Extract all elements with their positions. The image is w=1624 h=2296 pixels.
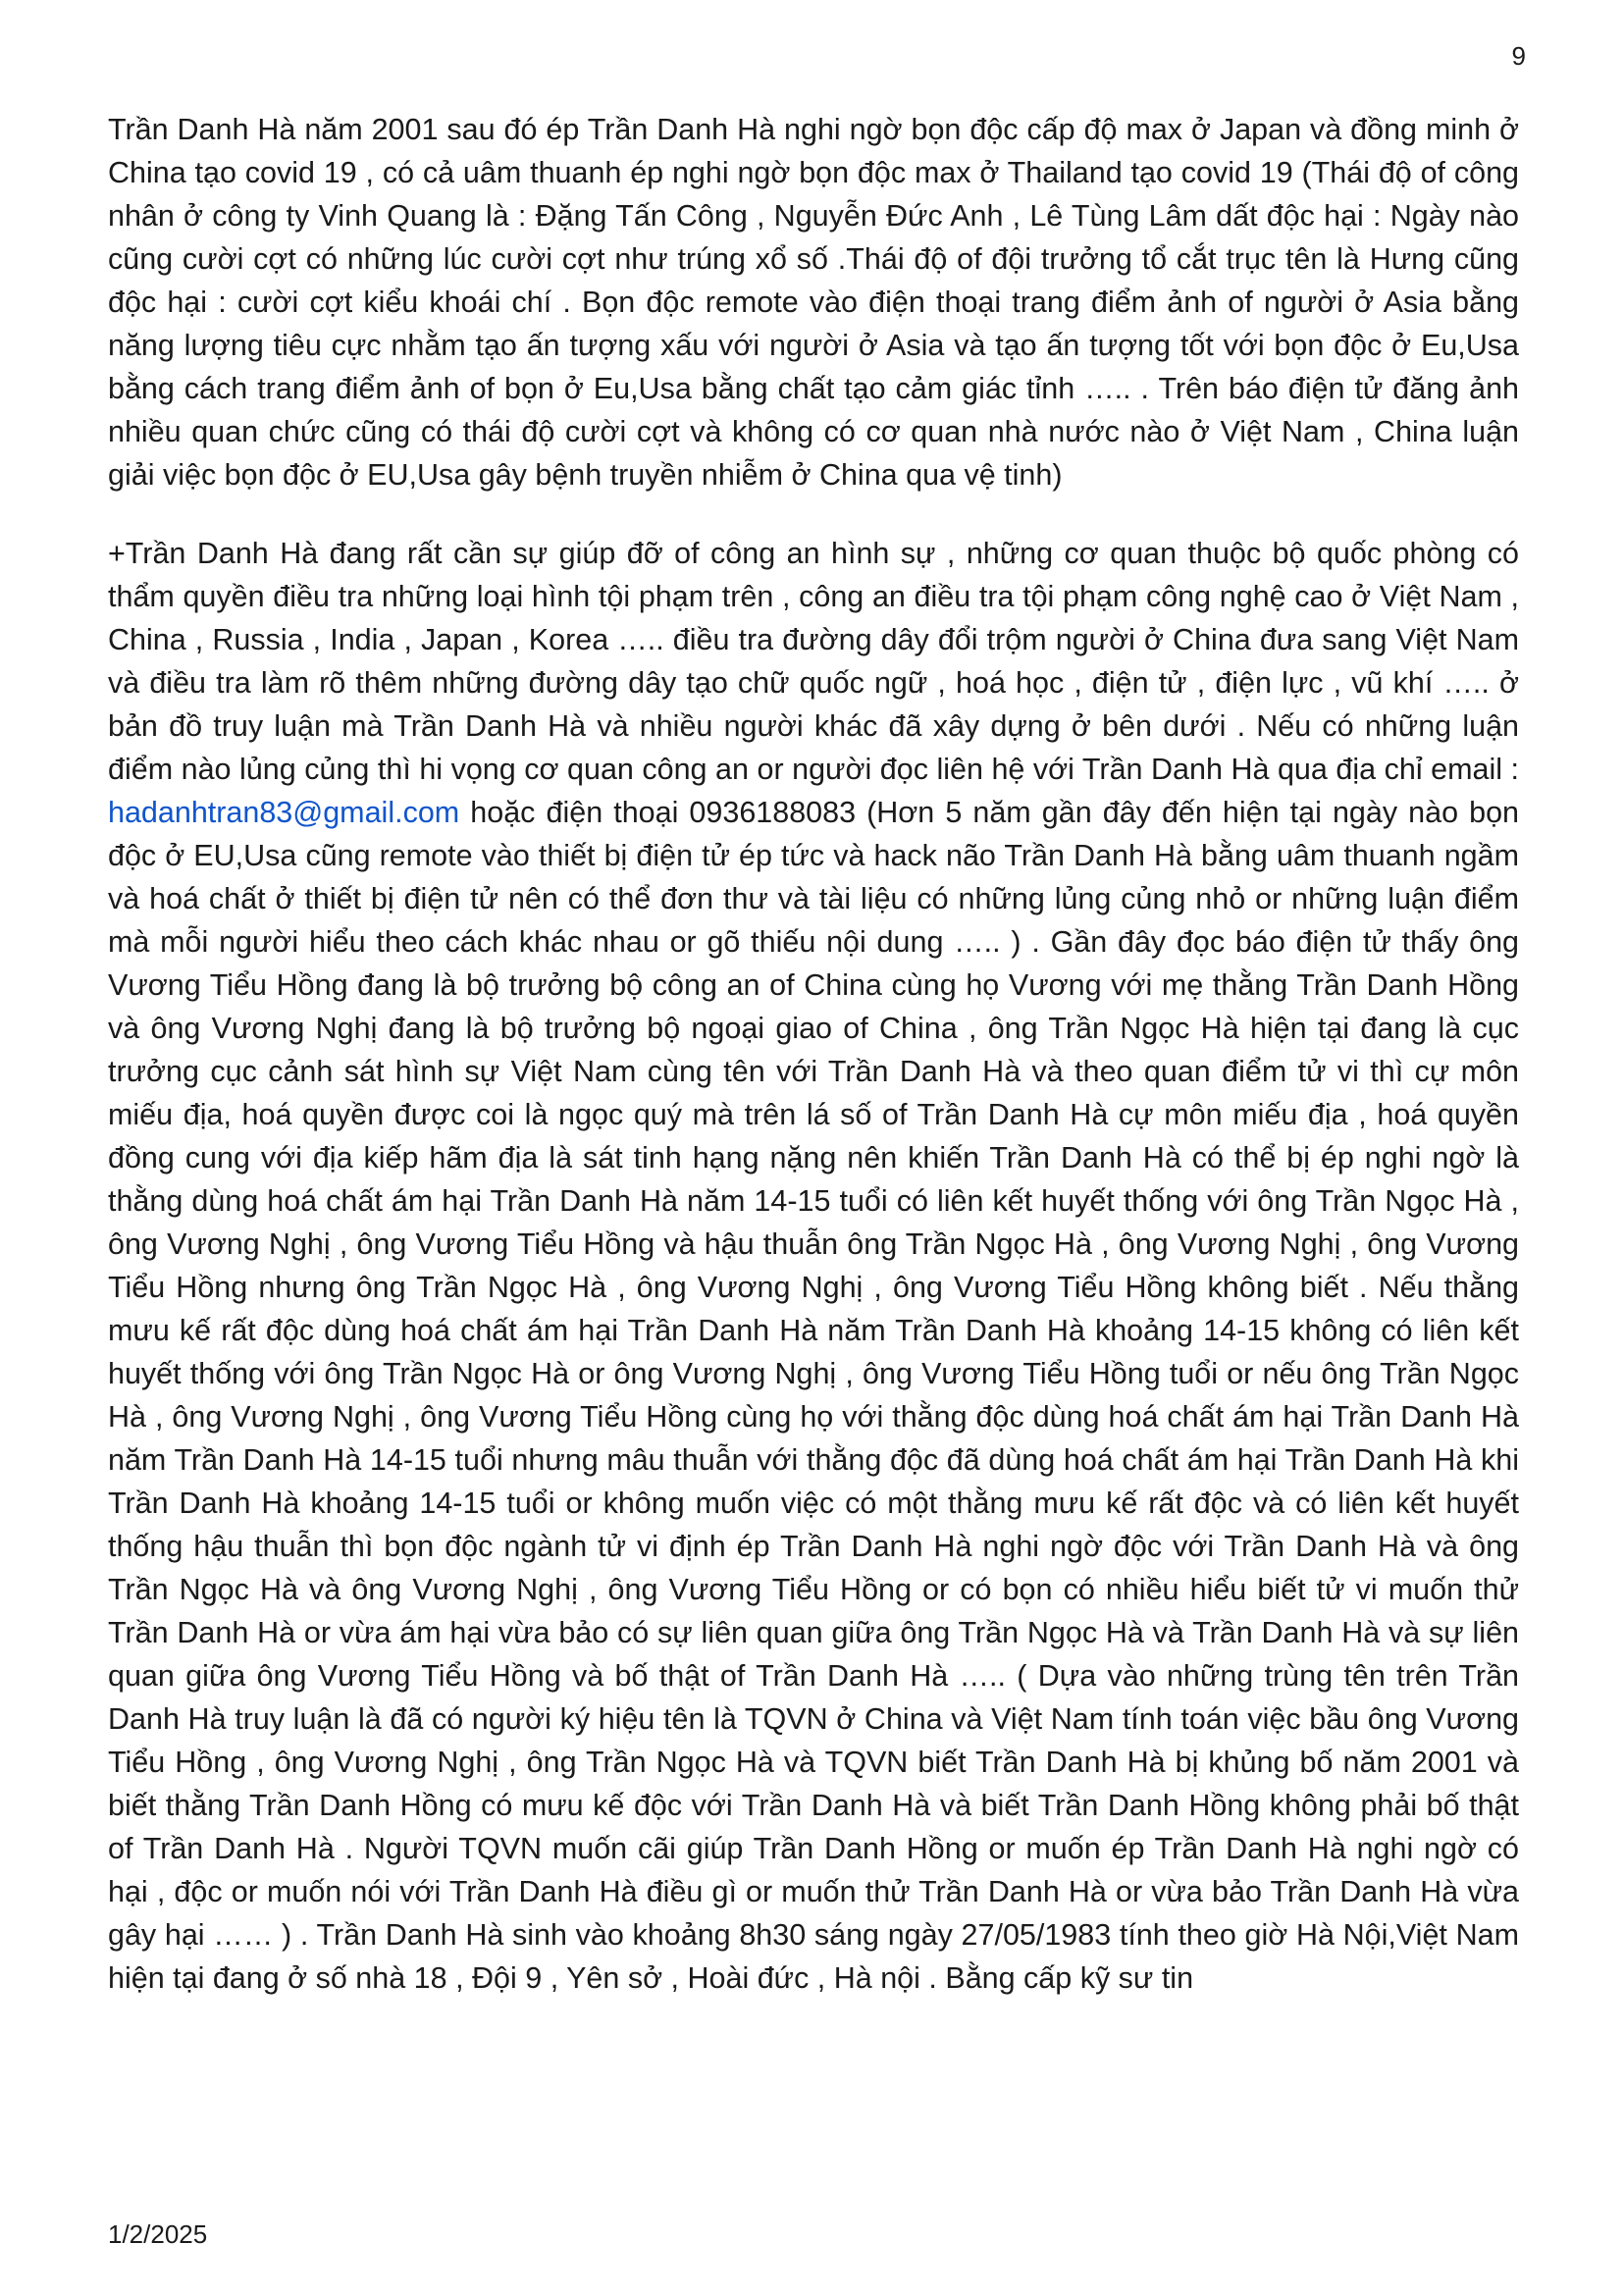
email-link[interactable]: hadanhtran83@gmail.com xyxy=(108,796,460,829)
page-number: 9 xyxy=(1511,41,1526,71)
paragraph-2 xyxy=(108,532,1519,2000)
paragraph-2-after-email: hoặc điện thoại 0936188083 (Hơn 5 năm gần đây đến hiện tại ngày nào bọn độc ở EU,Usa cũng remote vào thiết bị điện tử ép tức và hack não Trần Danh Hà bằng uâm thuanh ngầm và hoá chất ở thiết bị điện tử nên có thể đơn thư và tài liệu có những lủng củng nhỏ or những luận điểm mà mỗi người hiểu theo cách khác nhau or gõ thiếu nội dung ….. ) . Gần đây đọc báo điện tử thấy ông Vương Tiểu Hồng đang là bộ trưởng bộ công an of China cùng họ Vương với mẹ thằng Trần Danh Hồng và ông Vương Nghị đang là bộ trưởng bộ ngoại giao of China , ông Trần Ngọc Hà hiện tại đang là cục trưởng cục cảnh sát hình sự Việt Nam cùng tên với Trần Danh Hà và theo quan điểm tử vi thì cự môn miếu địa, hoá quyền được coi là ngọc quý mà trên lá số of Trần Danh Hà cự môn miếu địa , hoá quyền đồng cung với địa kiếp hãm địa là sát tinh hạng nặng nên khiến Trần Danh Hà có thể bị ép nghi ngờ là thằng dùng hoá chất ám hại Trần Danh Hà năm 14-15 tuổi có liên kết huyết thống với ông Trần Ngọc Hà , ông Vương Nghị , ông Vương Tiểu Hồng và hậu thuẫn ông Trần Ngọc Hà , ông Vương Nghị , ông Vương Tiểu Hồng nhưng ông Trần Ngọc Hà , ông Vương Nghị , ông Vương Tiểu Hồng không biết . Nếu thằng mưu kế rất độc dùng hoá chất ám hại Trần Danh Hà năm Trần Danh Hà khoảng 14-15 không có liên kết huyết thống với ông Trần Ngọc Hà or ông Vương Nghị , ông Vương Tiểu Hồng tuổi or nếu ông Trần Ngọc Hà , ông Vương Nghị , ông Vương Tiểu Hồng cùng họ với thằng độc dùng hoá chất ám hại Trần Danh Hà năm Trần Danh Hà 14-15 tuổi nhưng mâu thuẫn với thằng độc đã dùng hoá chất ám hại Trần Danh Hà khi Trần Danh Hà khoảng 14-15 tuổi or không muốn việc có một thằng mưu kế rất độc và có liên kết huyết thống hậu thuẫn thì bọn độc ngành tử vi định ép Trần Danh Hà nghi ngờ độc với Trần Danh Hà và ông Trần Ngọc Hà và ông Vương Nghị , ông Vương Tiểu Hồng or có bọn có nhiều hiểu biết tử vi muốn thử Trần Danh Hà or vừa ám hại vừa bảo có sự liên quan giữa ông Trần Ngọc Hà và Trần Danh Hà và sự liên quan giữa ông Vương Tiểu Hồng và bố thật of Trần Danh Hà ….. ( Dựa vào những trùng tên trên Trần Danh Hà truy luận là đã có người ký hiệu tên là TQVN ở China và Việt Nam tính toán việc bầu ông Vương Tiểu Hồng , ông Vương Nghị , ông Trần Ngọc Hà và TQVN biết Trần Danh Hà bị khủng bố năm 2001 và biết thằng Trần Danh Hồng có mưu kế độc với Trần Danh Hà và biết Trần Danh Hồng không phải bố thật of Trần Danh Hà . Người TQVN muốn cãi giúp Trần Danh Hồng or muốn ép Trần Danh Hà nghi ngờ có hại , độc or muốn nói với Trần Danh Hà điều gì or muốn thử Trần Danh Hà or vừa bảo Trần Danh Hà vừa gây hại …… ) . Trần Danh Hà sinh vào khoảng 8h30 sáng ngày 27/05/1983 tính theo giờ Hà Nội,Việt Nam hiện tại đang ở số nhà 18 , Đội 9 , Yên sở , Hoài đức , Hà nội . Bằng cấp kỹ sư tin xyxy=(108,796,1519,1995)
document-body xyxy=(108,108,1519,2000)
paragraph-1: Trần Danh Hà năm 2001 sau đó ép Trần Danh Hà nghi ngờ bọn độc cấp độ max ở Japan và đồng minh ở China tạo covid 19 , có cả uâm thuanh ép nghi ngờ bọn độc max ở Thailand tạo covid 19 (Thái độ of công nhân ở công ty Vinh Quang là : Đặng Tấn Công , Nguyễn Đức Anh , Lê Tùng Lâm dất độc hại : Ngày nào cũng cười cợt có những lúc cười cợt như trúng xổ số .Thái độ of đội trưởng tổ cắt trục tên là Hưng cũng độc hại : cười cợt kiểu khoái chí . Bọn độc remote vào điện thoại trang điểm ảnh of người ở Asia bằng năng lượng tiêu cực nhằm tạo ấn tượng xấu với người ở Asia và tạo ấn tượng tốt với bọn độc ở Eu,Usa bằng cách trang điểm ảnh of bọn ở Eu,Usa bằng chất tạo cảm giác tỉnh ….. . Trên báo điện tử đăng ảnh nhiều quan chức cũng có thái độ cười cợt và không có cơ quan nhà nước nào ở Việt Nam , China luận giải việc bọn độc ở EU,Usa gây bệnh truyền nhiễm ở China qua vệ tinh) xyxy=(108,113,1519,492)
footer-date: 1/2/2025 xyxy=(108,2219,208,2249)
paragraph-2-before-email: +Trần Danh Hà đang rất cần sự giúp đỡ of công an hình sự , những cơ quan thuộc bộ quốc phòng có thẩm quyền điều tra những loại hình tội phạm trên , công an điều tra tội phạm công nghệ cao ở Việt Nam , China , Russia , India , Japan , Korea ….. điều tra đường dây đổi trộm người ở China đưa sang Việt Nam và điều tra làm rõ thêm những đường dây tạo chữ quốc ngữ , hoá học , điện tử , điện lực , vũ khí ….. ở bản đồ truy luận mà Trần Danh Hà và nhiều người khác đã xây dựng ở bên dưới . Nếu có những luận điểm nào lủng củng thì hi vọng cơ quan công an or người đọc liên hệ với Trần Danh Hà qua địa chỉ email : xyxy=(108,537,1519,786)
